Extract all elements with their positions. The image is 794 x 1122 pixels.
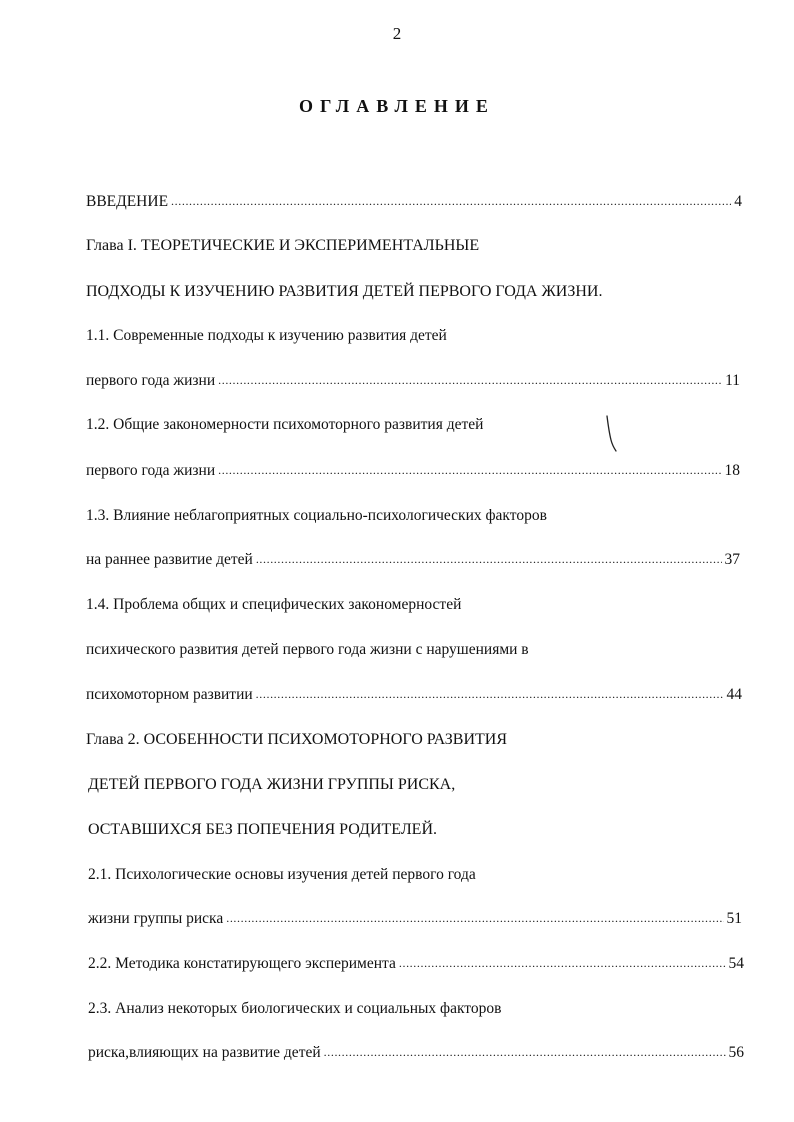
page-title: ОГЛАВЛЕНИЕ [299, 96, 495, 116]
dot-leader [218, 459, 721, 481]
toc-entry-text: жизни группы риска [88, 910, 224, 927]
toc-section-2-2 [88, 953, 744, 975]
dot-leader [218, 369, 722, 391]
pen-mark [603, 414, 619, 454]
dot-leader [256, 548, 722, 570]
toc-entry-page: 18 [724, 462, 740, 479]
page-number: 2 [392, 24, 402, 43]
toc-entry-text: ОСТАВШИХСЯ БЕЗ ПОПЕЧЕНИЯ РОДИТЕЛЕЙ. [88, 821, 438, 838]
toc-entry-text: ВВЕДЕНИЕ [86, 193, 169, 210]
toc-entry-text: ДЕТЕЙ ПЕРВОГО ГОДА ЖИЗНИ ГРУППЫ РИСКА, [88, 776, 456, 793]
toc-section-2-1 [88, 864, 476, 886]
toc-chapter-2-heading-cont [88, 774, 455, 796]
toc-entry-introduction [86, 191, 742, 213]
toc-chapter-2-heading [86, 729, 507, 751]
toc-section-2-3-cont [88, 1042, 744, 1064]
dot-leader [324, 1041, 726, 1063]
toc-entry-text: Глава 2. ОСОБЕННОСТИ ПСИХОМОТОРНОГО РАЗВИТИЯ [86, 731, 508, 748]
toc-entry-page: 56 [728, 1044, 744, 1061]
toc-entry-text: 1.4. Проблема общих и специфических закономерностей [86, 596, 462, 613]
toc-entry-text: 2.2. Методика констатирующего эксперимента [88, 955, 396, 972]
toc-section-2-3 [88, 998, 501, 1020]
toc-entry-page: 51 [726, 910, 742, 927]
toc-section-1-2 [86, 414, 483, 436]
toc-entry-text: 1.2. Общие закономерности психомоторного развития детей [86, 416, 484, 433]
toc-entry-text: 1.1. Современные подходы к изучению развития детей [86, 327, 447, 344]
toc-entry-page: 54 [728, 955, 744, 972]
toc-entry-text: психического развития детей первого года жизни с нарушениями в [86, 641, 529, 658]
toc-entry-text: 2.1. Психологические основы изучения детей первого года [88, 866, 476, 883]
toc-section-1-4 [86, 594, 461, 616]
toc-entry-text: первого года жизни [86, 372, 216, 389]
toc-entry-text: 1.3. Влияние неблагоприятных социально-психологических факторов [86, 507, 547, 524]
toc-entry-text: психомоторном развитии [86, 686, 253, 703]
dot-leader [171, 190, 731, 212]
toc-section-1-3 [86, 505, 547, 527]
toc-entry-page: 11 [725, 372, 740, 389]
dot-leader [226, 907, 723, 929]
toc-section-1-1 [86, 325, 447, 347]
toc-entry-text: первого года жизни [86, 462, 216, 479]
toc-section-1-4-cont-2 [86, 684, 742, 706]
toc-chapter-1-heading [86, 235, 479, 257]
toc-entry-text: ПОДХОДЫ К ИЗУЧЕНИЮ РАЗВИТИЯ ДЕТЕЙ ПЕРВОГО ГОДА ЖИЗНИ. [86, 283, 603, 300]
toc-section-1-1-cont [86, 370, 740, 392]
toc-section-2-1-cont [88, 908, 742, 930]
toc-entry-text: 2.3. Анализ некоторых биологических и социальных факторов [88, 1000, 502, 1017]
toc-entry-page: 44 [726, 686, 742, 703]
dot-leader [399, 952, 726, 974]
toc-entry-text: Глава I. ТЕОРЕТИЧЕСКИЕ И ЭКСПЕРИМЕНТАЛЬНЫЕ [86, 237, 480, 254]
toc-section-1-2-cont [86, 460, 740, 482]
toc-section-1-3-cont [86, 549, 740, 571]
toc-entry-text: на раннее развитие детей [86, 551, 253, 568]
toc-entry-page: 4 [734, 193, 742, 210]
toc-chapter-2-heading-cont-2 [88, 819, 437, 841]
dot-leader [256, 683, 724, 705]
toc-chapter-1-heading-cont [86, 281, 602, 303]
toc-entry-page: 37 [724, 551, 740, 568]
toc-entry-text: риска,влияющих на развитие детей [88, 1044, 321, 1061]
toc-section-1-4-cont [86, 639, 529, 661]
